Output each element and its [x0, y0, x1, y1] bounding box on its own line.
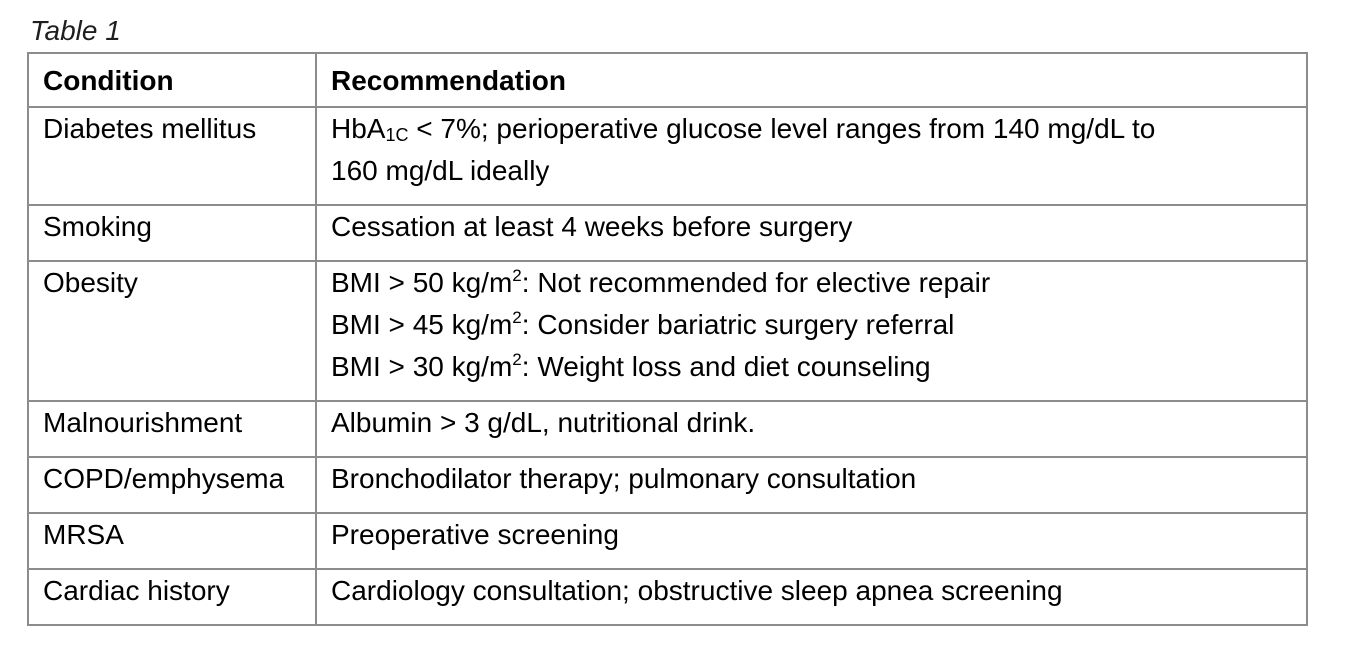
bmi-text: BMI > 30 kg/m: [331, 351, 513, 382]
condition-cell: COPD/emphysema: [28, 457, 316, 513]
bmi-advice: : Not recommended for elective repair: [521, 267, 991, 298]
condition-cell: Cardiac history: [28, 569, 316, 625]
recommendation-line: [331, 346, 1306, 388]
table-row: [28, 107, 1307, 205]
table-caption: Table 1: [30, 15, 121, 46]
recommendation-cell: Cessation at least 4 weeks before surgery: [316, 205, 1307, 261]
recommendation-cell: [316, 107, 1307, 205]
condition-cell: Obesity: [28, 261, 316, 401]
bmi-advice: : Weight loss and diet counseling: [521, 351, 931, 382]
recommendation-cell: [316, 261, 1307, 401]
table-row: [28, 401, 1307, 457]
table-row: [28, 457, 1307, 513]
condition-cell: Smoking: [28, 205, 316, 261]
recommendation-line: [331, 108, 1306, 150]
recommendation-cell: Cardiology consultation; obstructive sleep apnea screening: [316, 569, 1307, 625]
recommendation-cell: Bronchodilator therapy; pulmonary consultation: [316, 457, 1307, 513]
superscript: 2: [512, 266, 522, 285]
table-row: [28, 205, 1307, 261]
hba-text: HbA: [331, 113, 386, 144]
recommendations-table: [27, 52, 1308, 626]
bmi-text: BMI > 45 kg/m: [331, 309, 513, 340]
recommendation-cell: Preoperative screening: [316, 513, 1307, 569]
bmi-advice: : Consider bariatric surgery referral: [521, 309, 955, 340]
condition-cell: MRSA: [28, 513, 316, 569]
superscript: 2: [512, 308, 522, 327]
bmi-text: BMI > 50 kg/m: [331, 267, 513, 298]
glucose-text: < 7%; perioperative glucose level ranges from 140 mg/dL to: [408, 113, 1156, 144]
table-header-row: [28, 53, 1307, 107]
header-recommendation: Recommendation: [316, 53, 1307, 107]
condition-cell: Diabetes mellitus: [28, 107, 316, 205]
header-condition: Condition: [28, 53, 316, 107]
recommendation-line: [331, 304, 1306, 346]
table-row: [28, 513, 1307, 569]
table-row: [28, 569, 1307, 625]
recommendation-line: [331, 262, 1306, 304]
table-row: [28, 261, 1307, 401]
condition-cell: Malnourishment: [28, 401, 316, 457]
recommendation-line: 160 mg/dL ideally: [331, 155, 550, 186]
hba-subscript: 1C: [385, 125, 409, 145]
superscript: 2: [512, 350, 522, 369]
recommendation-cell: Albumin > 3 g/dL, nutritional drink.: [316, 401, 1307, 457]
